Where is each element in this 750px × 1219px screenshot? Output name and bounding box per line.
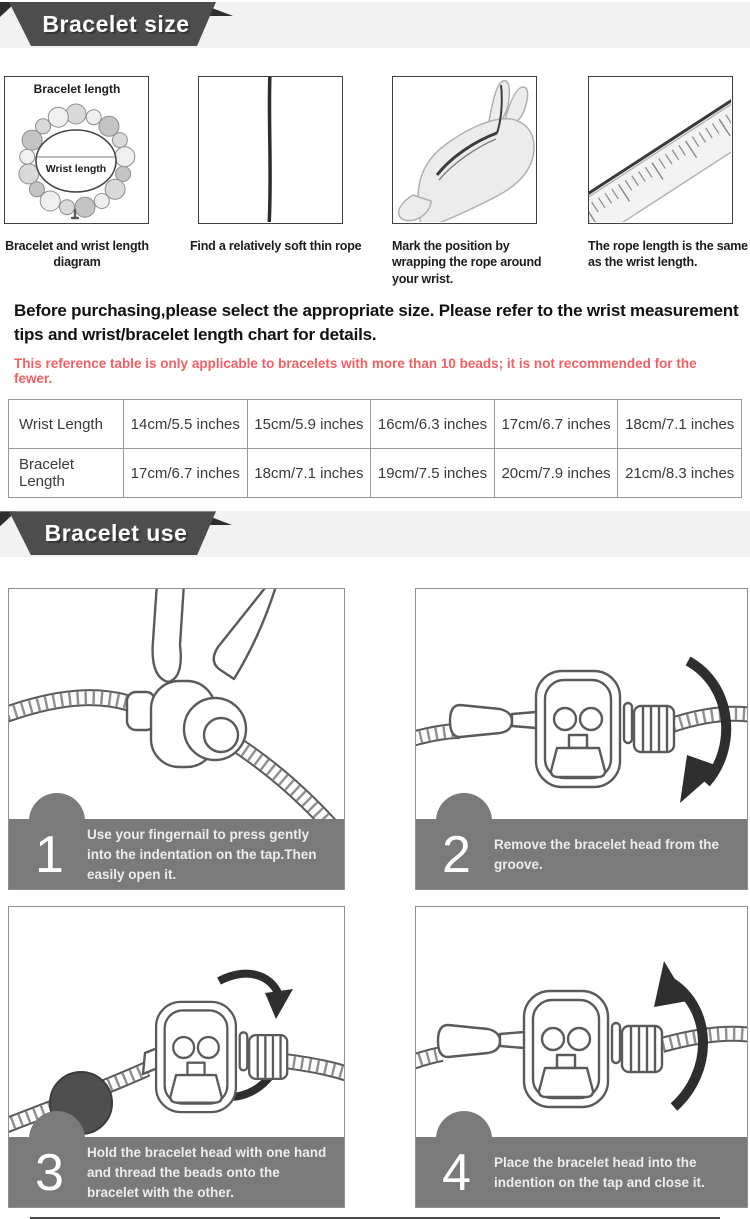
guide-step-rope (188, 76, 380, 287)
usage-steps (8, 557, 750, 1208)
table-cell: 16cm/6.3 inches (371, 400, 495, 449)
table-cell: 15cm/5.9 inches (247, 400, 371, 449)
table-cell: 17cm/6.7 inches (124, 449, 248, 498)
table-cell: 18cm/7.1 inches (247, 449, 371, 498)
ruler-image (588, 76, 733, 224)
measuring-guide (0, 76, 750, 287)
step-panel-1 (8, 588, 345, 890)
bracelet-rope (9, 698, 141, 717)
bracelet-rope (231, 741, 341, 819)
step-3-illustration (9, 907, 344, 1137)
guide-caption-1: Bracelet and wrist length diagram (5, 239, 149, 270)
table-cell: 20cm/7.9 inches (494, 449, 618, 498)
step-caption: Use your fingernail to press gently into the indentation on the tap.Then easily open it. (87, 826, 317, 883)
table-row-wrist (9, 400, 742, 449)
step-3-caption-bar (9, 1137, 344, 1208)
guide-step-wrap (380, 76, 558, 287)
size-banner-title: Bracelet size (42, 11, 190, 37)
bracelet-length-label: Bracelet length (33, 82, 121, 96)
arrowhead (654, 961, 688, 1007)
step-number: 1 (35, 826, 64, 885)
bracelet-rope (285, 1061, 344, 1077)
table-cell: 14cm/5.5 inches (124, 400, 248, 449)
rope-drawing (199, 77, 341, 222)
guide-caption-2: Find a relatively soft thin rope (190, 239, 362, 253)
thumb (214, 589, 277, 679)
bracelet-diagram-image (4, 76, 149, 224)
step-panel-3 (8, 906, 345, 1208)
step-2-caption-bar (416, 819, 747, 890)
bracelet-clasp (536, 671, 674, 787)
arrowhead (265, 989, 293, 1019)
clasp-opening (204, 718, 238, 752)
bracelet-diagram-drawing (5, 77, 147, 222)
wrist-ellipse (36, 130, 116, 192)
pressing-finger (153, 589, 184, 682)
bracelet-clasp (524, 991, 662, 1107)
bracelet-rope (416, 1054, 442, 1065)
table-cell: 18cm/7.1 inches (618, 400, 742, 449)
bracelet-rope (672, 714, 748, 725)
bracelet-clasp (156, 1002, 287, 1112)
use-banner-strip (0, 511, 750, 557)
warning-text: This reference table is only applicable to bracelets with more than 10 beads; it is not recommended for the fewer. (14, 356, 697, 387)
table-cell: 17cm/6.7 inches (494, 400, 618, 449)
wrist-wrap-drawing (393, 77, 535, 222)
guide-caption-4: The rope length is the same as the wrist length. (588, 239, 748, 270)
step-number: 4 (442, 1144, 471, 1203)
step-panel-2 (415, 588, 748, 890)
intro-text: Before purchasing,please select the appropriate size. Please refer to the wrist measurement tips and wrist/bracelet length chart for details. (14, 300, 739, 344)
ruler-drawing (589, 77, 731, 222)
size-banner-strip (0, 2, 750, 48)
row-label: Wrist Length (9, 400, 124, 449)
row-label: Bracelet Length (9, 449, 124, 498)
rope-line (269, 77, 270, 222)
step-4-illustration (416, 907, 747, 1137)
table-row-bracelet (9, 449, 742, 498)
step-caption: Place the bracelet head into the indention on the tap and close it. (494, 1155, 705, 1191)
step-4-caption-bar (416, 1137, 747, 1208)
table-cell: 19cm/7.5 inches (371, 449, 495, 498)
step-number: 2 (442, 826, 471, 885)
wrist-length-label: Wrist length (45, 163, 107, 175)
guide-step-measure (558, 76, 750, 287)
step-1-illustration (9, 589, 344, 819)
wrist-wrap-image (392, 76, 537, 224)
step-caption: Remove the bracelet head from the groove. (494, 837, 720, 873)
size-table (8, 399, 742, 498)
guide-step-diagram (0, 76, 188, 287)
step-number: 3 (35, 1144, 64, 1203)
rope-image (198, 76, 343, 224)
step-1-caption-bar (9, 819, 344, 890)
table-cell: 21cm/8.3 inches (618, 449, 742, 498)
step-panel-4 (415, 906, 748, 1208)
hand-wrist (418, 119, 534, 222)
step-2-illustration (416, 589, 747, 819)
guide-caption-3: Mark the position by wrapping the rope around your wrist. (392, 239, 542, 286)
step-caption: Hold the bracelet head with one hand and thread the beads onto the bracelet with the other. (87, 1144, 327, 1201)
use-banner-title: Bracelet use (44, 520, 188, 547)
use-ribbon (0, 511, 236, 555)
size-ribbon (0, 2, 236, 46)
